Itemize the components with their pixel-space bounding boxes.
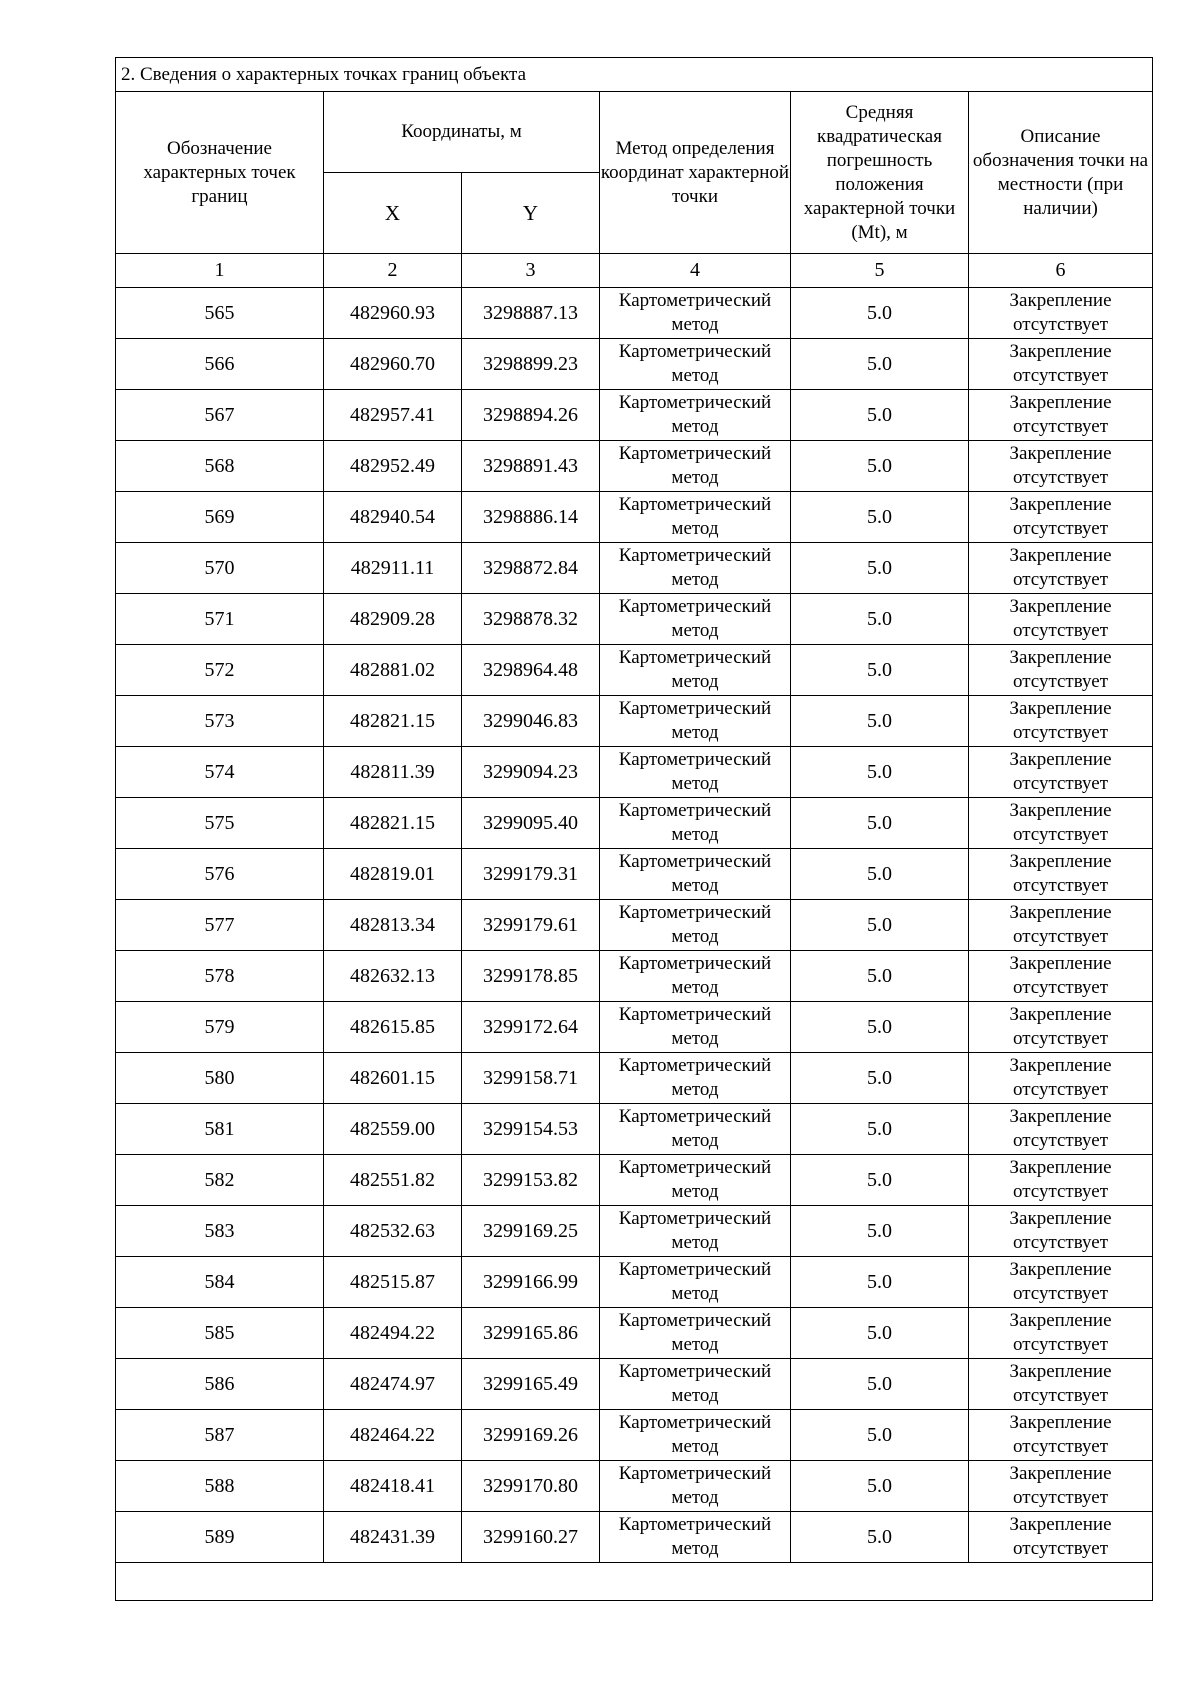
method-cell-line-1: Картометрический xyxy=(618,1361,772,1382)
y-coordinate-cell: 3299095.40 xyxy=(462,798,600,849)
method-cell-line-2: метод xyxy=(671,518,719,539)
description-cell-line-1: Закрепление xyxy=(1009,749,1112,770)
x-coordinate-cell: 482960.93 xyxy=(324,288,462,339)
method-cell-line-2: метод xyxy=(671,1538,719,1559)
point-number-cell: 584 xyxy=(116,1257,324,1308)
column-number: 3 xyxy=(462,254,600,288)
description-cell-line-2: отсутствует xyxy=(1012,1436,1109,1457)
x-coordinate-cell: 482418.41 xyxy=(324,1461,462,1512)
point-number-cell: 573 xyxy=(116,696,324,747)
point-number-cell: 571 xyxy=(116,594,324,645)
x-coordinate-cell: 482960.70 xyxy=(324,339,462,390)
mt-error-cell: 5.0 xyxy=(791,1308,969,1359)
table-row xyxy=(116,288,1153,339)
method-cell-line-1: Картометрический xyxy=(618,1208,772,1229)
description-cell-line-2: отсутствует xyxy=(1012,1283,1109,1304)
point-number-cell: 574 xyxy=(116,747,324,798)
point-number-cell: 580 xyxy=(116,1053,324,1104)
method-cell-line-2: метод xyxy=(671,773,719,794)
y-coordinate-cell: 3299153.82 xyxy=(462,1155,600,1206)
mt-error-cell: 5.0 xyxy=(791,1002,969,1053)
method-cell xyxy=(600,1002,791,1053)
y-coordinate-cell: 3299170.80 xyxy=(462,1461,600,1512)
description-cell-line-1: Закрепление xyxy=(1009,392,1112,413)
description-cell-line-2: отсутствует xyxy=(1012,875,1109,896)
y-coordinate-cell: 3298886.14 xyxy=(462,492,600,543)
x-coordinate-cell: 482601.15 xyxy=(324,1053,462,1104)
description-cell-line-1: Закрепление xyxy=(1009,341,1112,362)
method-cell-line-1: Картометрический xyxy=(618,1106,772,1127)
mt-error-cell: 5.0 xyxy=(791,1053,969,1104)
method-cell xyxy=(600,492,791,543)
table-row xyxy=(116,1410,1153,1461)
method-cell-line-1: Картометрический xyxy=(618,953,772,974)
method-cell xyxy=(600,1155,791,1206)
description-cell-line-2: отсутствует xyxy=(1012,1130,1109,1151)
method-cell xyxy=(600,339,791,390)
mt-error-cell: 5.0 xyxy=(791,543,969,594)
method-cell xyxy=(600,390,791,441)
y-coordinate-cell: 3299046.83 xyxy=(462,696,600,747)
method-cell-line-1: Картометрический xyxy=(618,290,772,311)
y-coordinate-cell: 3298894.26 xyxy=(462,390,600,441)
description-cell-line-1: Закрепление xyxy=(1009,1259,1112,1280)
method-cell-line-2: метод xyxy=(671,569,719,590)
description-cell xyxy=(969,696,1153,747)
x-coordinate-cell: 482615.85 xyxy=(324,1002,462,1053)
point-number-cell: 567 xyxy=(116,390,324,441)
y-coordinate-cell: 3298891.43 xyxy=(462,441,600,492)
x-coordinate-cell: 482819.01 xyxy=(324,849,462,900)
description-cell-line-1: Закрепление xyxy=(1009,1361,1112,1382)
description-cell xyxy=(969,1410,1153,1461)
point-number-cell: 565 xyxy=(116,288,324,339)
table-row xyxy=(116,1155,1153,1206)
method-cell xyxy=(600,1359,791,1410)
description-cell-line-1: Закрепление xyxy=(1009,953,1112,974)
description-cell xyxy=(969,1002,1153,1053)
x-coordinate-cell: 482515.87 xyxy=(324,1257,462,1308)
point-number-cell: 578 xyxy=(116,951,324,1002)
method-cell-line-2: метод xyxy=(671,722,719,743)
y-coordinate-cell: 3299178.85 xyxy=(462,951,600,1002)
description-cell-line-1: Закрепление xyxy=(1009,1106,1112,1127)
description-cell xyxy=(969,798,1153,849)
description-cell xyxy=(969,288,1153,339)
description-cell-line-1: Закрепление xyxy=(1009,1208,1112,1229)
method-cell-line-1: Картометрический xyxy=(618,800,772,821)
y-coordinate-cell: 3299179.61 xyxy=(462,900,600,951)
y-coordinate-cell: 3298964.48 xyxy=(462,645,600,696)
section-title: 2. Сведения о характерных точках границ объекта xyxy=(116,58,1153,92)
column-number: 2 xyxy=(324,254,462,288)
y-coordinate-cell: 3299169.26 xyxy=(462,1410,600,1461)
description-cell-line-2: отсутствует xyxy=(1012,824,1109,845)
x-coordinate-cell: 482811.39 xyxy=(324,747,462,798)
header-x: X xyxy=(324,173,462,254)
table-row xyxy=(116,441,1153,492)
mt-error-cell: 5.0 xyxy=(791,339,969,390)
description-cell xyxy=(969,1359,1153,1410)
mt-error-cell: 5.0 xyxy=(791,1257,969,1308)
method-cell xyxy=(600,1257,791,1308)
y-coordinate-cell: 3299160.27 xyxy=(462,1512,600,1563)
method-cell-line-1: Картометрический xyxy=(618,1004,772,1025)
method-cell-line-2: метод xyxy=(671,620,719,641)
method-cell-line-1: Картометрический xyxy=(618,1412,772,1433)
description-cell-line-2: отсутствует xyxy=(1012,1079,1109,1100)
method-cell-line-1: Картометрический xyxy=(618,1514,772,1535)
mt-error-cell: 5.0 xyxy=(791,288,969,339)
method-cell-line-2: метод xyxy=(671,1130,719,1151)
description-cell-line-1: Закрепление xyxy=(1009,1514,1112,1535)
x-coordinate-cell: 482957.41 xyxy=(324,390,462,441)
y-coordinate-cell: 3299165.86 xyxy=(462,1308,600,1359)
description-cell xyxy=(969,900,1153,951)
mt-error-cell: 5.0 xyxy=(791,1359,969,1410)
method-cell-line-2: метод xyxy=(671,1385,719,1406)
method-cell xyxy=(600,1410,791,1461)
method-cell-line-1: Картометрический xyxy=(618,647,772,668)
method-cell-line-2: метод xyxy=(671,671,719,692)
x-coordinate-cell: 482813.34 xyxy=(324,900,462,951)
description-cell xyxy=(969,1104,1153,1155)
description-cell-line-2: отсутствует xyxy=(1012,926,1109,947)
description-cell-line-2: отсутствует xyxy=(1012,569,1109,590)
description-cell-line-2: отсутствует xyxy=(1012,620,1109,641)
description-cell xyxy=(969,1206,1153,1257)
mt-error-cell: 5.0 xyxy=(791,441,969,492)
description-cell-line-1: Закрепление xyxy=(1009,596,1112,617)
method-cell-line-1: Картометрический xyxy=(618,443,772,464)
description-cell xyxy=(969,849,1153,900)
method-cell-line-2: метод xyxy=(671,875,719,896)
description-cell-line-2: отсутствует xyxy=(1012,416,1109,437)
method-cell-line-2: метод xyxy=(671,824,719,845)
mt-error-cell: 5.0 xyxy=(791,1461,969,1512)
description-cell xyxy=(969,747,1153,798)
y-coordinate-cell: 3299165.49 xyxy=(462,1359,600,1410)
boundary-points-table xyxy=(115,57,1153,1601)
description-cell xyxy=(969,543,1153,594)
table-row xyxy=(116,747,1153,798)
description-cell-line-1: Закрепление xyxy=(1009,290,1112,311)
method-cell-line-2: метод xyxy=(671,1283,719,1304)
y-coordinate-cell: 3299179.31 xyxy=(462,849,600,900)
description-cell xyxy=(969,390,1153,441)
description-cell-line-2: отсутствует xyxy=(1012,773,1109,794)
table-row xyxy=(116,1308,1153,1359)
method-cell-line-2: метод xyxy=(671,1181,719,1202)
method-cell xyxy=(600,747,791,798)
description-cell xyxy=(969,339,1153,390)
method-cell-line-1: Картометрический xyxy=(618,1055,772,1076)
method-cell xyxy=(600,594,791,645)
point-number-cell: 570 xyxy=(116,543,324,594)
table-row xyxy=(116,849,1153,900)
method-cell-line-1: Картометрический xyxy=(618,698,772,719)
y-coordinate-cell: 3299094.23 xyxy=(462,747,600,798)
method-cell-line-2: метод xyxy=(671,1334,719,1355)
method-cell xyxy=(600,951,791,1002)
mt-error-cell: 5.0 xyxy=(791,798,969,849)
description-cell-line-1: Закрепление xyxy=(1009,1004,1112,1025)
y-coordinate-cell: 3298899.23 xyxy=(462,339,600,390)
description-cell-line-1: Закрепление xyxy=(1009,443,1112,464)
point-number-cell: 589 xyxy=(116,1512,324,1563)
method-cell-line-1: Картометрический xyxy=(618,749,772,770)
method-cell xyxy=(600,288,791,339)
point-number-cell: 579 xyxy=(116,1002,324,1053)
point-number-cell: 588 xyxy=(116,1461,324,1512)
method-cell xyxy=(600,849,791,900)
table-row xyxy=(116,594,1153,645)
table-row xyxy=(116,1461,1153,1512)
description-cell-line-1: Закрепление xyxy=(1009,1463,1112,1484)
description-cell-line-1: Закрепление xyxy=(1009,647,1112,668)
point-number-cell: 566 xyxy=(116,339,324,390)
method-cell-line-2: метод xyxy=(671,1232,719,1253)
mt-error-cell: 5.0 xyxy=(791,1206,969,1257)
description-cell-line-1: Закрепление xyxy=(1009,902,1112,923)
description-cell xyxy=(969,594,1153,645)
table-body xyxy=(116,288,1153,1563)
table-row xyxy=(116,543,1153,594)
x-coordinate-cell: 482881.02 xyxy=(324,645,462,696)
mt-error-cell: 5.0 xyxy=(791,594,969,645)
method-cell-line-1: Картометрический xyxy=(618,392,772,413)
method-cell xyxy=(600,1104,791,1155)
description-cell xyxy=(969,1461,1153,1512)
y-coordinate-cell: 3299172.64 xyxy=(462,1002,600,1053)
method-cell xyxy=(600,1308,791,1359)
x-coordinate-cell: 482532.63 xyxy=(324,1206,462,1257)
point-number-cell: 582 xyxy=(116,1155,324,1206)
point-number-cell: 576 xyxy=(116,849,324,900)
method-cell xyxy=(600,798,791,849)
table-row xyxy=(116,1104,1153,1155)
mt-error-cell: 5.0 xyxy=(791,1512,969,1563)
method-cell xyxy=(600,441,791,492)
method-cell-line-1: Картометрический xyxy=(618,902,772,923)
mt-error-cell: 5.0 xyxy=(791,696,969,747)
description-cell-line-1: Закрепление xyxy=(1009,494,1112,515)
description-cell-line-2: отсутствует xyxy=(1012,365,1109,386)
point-number-cell: 585 xyxy=(116,1308,324,1359)
x-coordinate-cell: 482464.22 xyxy=(324,1410,462,1461)
description-cell xyxy=(969,441,1153,492)
table-row xyxy=(116,798,1153,849)
method-cell xyxy=(600,1053,791,1104)
method-cell-line-1: Картометрический xyxy=(618,545,772,566)
table-row xyxy=(116,1206,1153,1257)
y-coordinate-cell: 3298872.84 xyxy=(462,543,600,594)
table-row xyxy=(116,900,1153,951)
description-cell-line-2: отсутствует xyxy=(1012,1232,1109,1253)
method-cell-line-1: Картометрический xyxy=(618,1259,772,1280)
point-number-cell: 577 xyxy=(116,900,324,951)
method-cell-line-1: Картометрический xyxy=(618,851,772,872)
table-row xyxy=(116,492,1153,543)
column-number: 1 xyxy=(116,254,324,288)
column-number: 6 xyxy=(969,254,1153,288)
x-coordinate-cell: 482940.54 xyxy=(324,492,462,543)
table-row xyxy=(116,696,1153,747)
mt-error-cell: 5.0 xyxy=(791,900,969,951)
method-cell-line-2: метод xyxy=(671,416,719,437)
description-cell-line-1: Закрепление xyxy=(1009,1157,1112,1178)
description-cell-line-2: отсутствует xyxy=(1012,671,1109,692)
y-coordinate-cell: 3298887.13 xyxy=(462,288,600,339)
mt-error-cell: 5.0 xyxy=(791,1155,969,1206)
description-cell-line-2: отсутствует xyxy=(1012,1385,1109,1406)
method-cell-line-2: метод xyxy=(671,926,719,947)
method-cell xyxy=(600,1461,791,1512)
method-cell-line-2: метод xyxy=(671,1487,719,1508)
table-row xyxy=(116,1359,1153,1410)
method-cell-line-2: метод xyxy=(671,1079,719,1100)
column-number: 5 xyxy=(791,254,969,288)
method-cell-line-1: Картометрический xyxy=(618,1157,772,1178)
mt-error-cell: 5.0 xyxy=(791,492,969,543)
method-cell-line-1: Картометрический xyxy=(618,494,772,515)
x-coordinate-cell: 482821.15 xyxy=(324,798,462,849)
description-cell-line-2: отсутствует xyxy=(1012,722,1109,743)
header-y: Y xyxy=(462,173,600,254)
description-cell-line-1: Закрепление xyxy=(1009,698,1112,719)
method-cell-line-1: Картометрический xyxy=(618,1310,772,1331)
document-sheet xyxy=(115,57,1152,1601)
method-cell xyxy=(600,900,791,951)
description-cell-line-1: Закрепление xyxy=(1009,800,1112,821)
description-cell-line-2: отсутствует xyxy=(1012,518,1109,539)
mt-error-cell: 5.0 xyxy=(791,645,969,696)
table-row xyxy=(116,390,1153,441)
x-coordinate-cell: 482431.39 xyxy=(324,1512,462,1563)
method-cell-line-2: метод xyxy=(671,977,719,998)
mt-error-cell: 5.0 xyxy=(791,849,969,900)
method-cell-line-2: метод xyxy=(671,1028,719,1049)
description-cell-line-1: Закрепление xyxy=(1009,1055,1112,1076)
description-cell-line-2: отсутствует xyxy=(1012,1538,1109,1559)
column-number: 4 xyxy=(600,254,791,288)
table-row xyxy=(116,1512,1153,1563)
x-coordinate-cell: 482911.11 xyxy=(324,543,462,594)
x-coordinate-cell: 482551.82 xyxy=(324,1155,462,1206)
description-cell-line-2: отсутствует xyxy=(1012,977,1109,998)
method-cell-line-1: Картометрический xyxy=(618,341,772,362)
point-number-cell: 575 xyxy=(116,798,324,849)
method-cell xyxy=(600,645,791,696)
x-coordinate-cell: 482821.15 xyxy=(324,696,462,747)
table-row xyxy=(116,1053,1153,1104)
description-cell-line-1: Закрепление xyxy=(1009,1310,1112,1331)
header-description: Описание обозначения точки на местности (при наличии) xyxy=(969,92,1153,254)
y-coordinate-cell: 3299158.71 xyxy=(462,1053,600,1104)
description-cell-line-2: отсутствует xyxy=(1012,1181,1109,1202)
method-cell-line-1: Картометрический xyxy=(618,1463,772,1484)
description-cell xyxy=(969,951,1153,1002)
header-coordinates: Координаты, м xyxy=(324,92,600,173)
table-row xyxy=(116,1257,1153,1308)
header-error: Средняя квадратическая погрешность положения характерной точки (Mt), м xyxy=(791,92,969,254)
method-cell-line-2: метод xyxy=(671,365,719,386)
method-cell xyxy=(600,1512,791,1563)
description-cell xyxy=(969,492,1153,543)
description-cell-line-1: Закрепление xyxy=(1009,1412,1112,1433)
method-cell-line-2: метод xyxy=(671,314,719,335)
description-cell-line-2: отсутствует xyxy=(1012,314,1109,335)
point-number-cell: 568 xyxy=(116,441,324,492)
x-coordinate-cell: 482952.49 xyxy=(324,441,462,492)
method-cell xyxy=(600,696,791,747)
method-cell-line-1: Картометрический xyxy=(618,596,772,617)
method-cell-line-2: метод xyxy=(671,1436,719,1457)
description-cell xyxy=(969,1053,1153,1104)
method-cell xyxy=(600,543,791,594)
x-coordinate-cell: 482474.97 xyxy=(324,1359,462,1410)
table-row xyxy=(116,1002,1153,1053)
description-cell xyxy=(969,1257,1153,1308)
description-cell-line-2: отсутствует xyxy=(1012,1487,1109,1508)
point-number-cell: 581 xyxy=(116,1104,324,1155)
method-cell xyxy=(600,1206,791,1257)
description-cell xyxy=(969,1512,1153,1563)
description-cell xyxy=(969,645,1153,696)
mt-error-cell: 5.0 xyxy=(791,951,969,1002)
mt-error-cell: 5.0 xyxy=(791,390,969,441)
description-cell-line-2: отсутствует xyxy=(1012,1028,1109,1049)
description-cell-line-2: отсутствует xyxy=(1012,1334,1109,1355)
mt-error-cell: 5.0 xyxy=(791,747,969,798)
description-cell xyxy=(969,1155,1153,1206)
description-cell xyxy=(969,1308,1153,1359)
point-number-cell: 583 xyxy=(116,1206,324,1257)
y-coordinate-cell: 3298878.32 xyxy=(462,594,600,645)
table-row xyxy=(116,645,1153,696)
y-coordinate-cell: 3299166.99 xyxy=(462,1257,600,1308)
method-cell-line-2: метод xyxy=(671,467,719,488)
x-coordinate-cell: 482494.22 xyxy=(324,1308,462,1359)
header-designation: Обозначение характерных точек границ xyxy=(116,92,324,254)
mt-error-cell: 5.0 xyxy=(791,1104,969,1155)
description-cell-line-2: отсутствует xyxy=(1012,467,1109,488)
table-row xyxy=(116,339,1153,390)
point-number-cell: 587 xyxy=(116,1410,324,1461)
empty-footer-row xyxy=(116,1563,1153,1601)
header-method: Метод определения координат характерной точки xyxy=(600,92,791,254)
point-number-cell: 586 xyxy=(116,1359,324,1410)
mt-error-cell: 5.0 xyxy=(791,1410,969,1461)
description-cell-line-1: Закрепление xyxy=(1009,851,1112,872)
point-number-cell: 569 xyxy=(116,492,324,543)
description-cell-line-1: Закрепление xyxy=(1009,545,1112,566)
x-coordinate-cell: 482909.28 xyxy=(324,594,462,645)
y-coordinate-cell: 3299154.53 xyxy=(462,1104,600,1155)
y-coordinate-cell: 3299169.25 xyxy=(462,1206,600,1257)
point-number-cell: 572 xyxy=(116,645,324,696)
table-row xyxy=(116,951,1153,1002)
x-coordinate-cell: 482559.00 xyxy=(324,1104,462,1155)
x-coordinate-cell: 482632.13 xyxy=(324,951,462,1002)
